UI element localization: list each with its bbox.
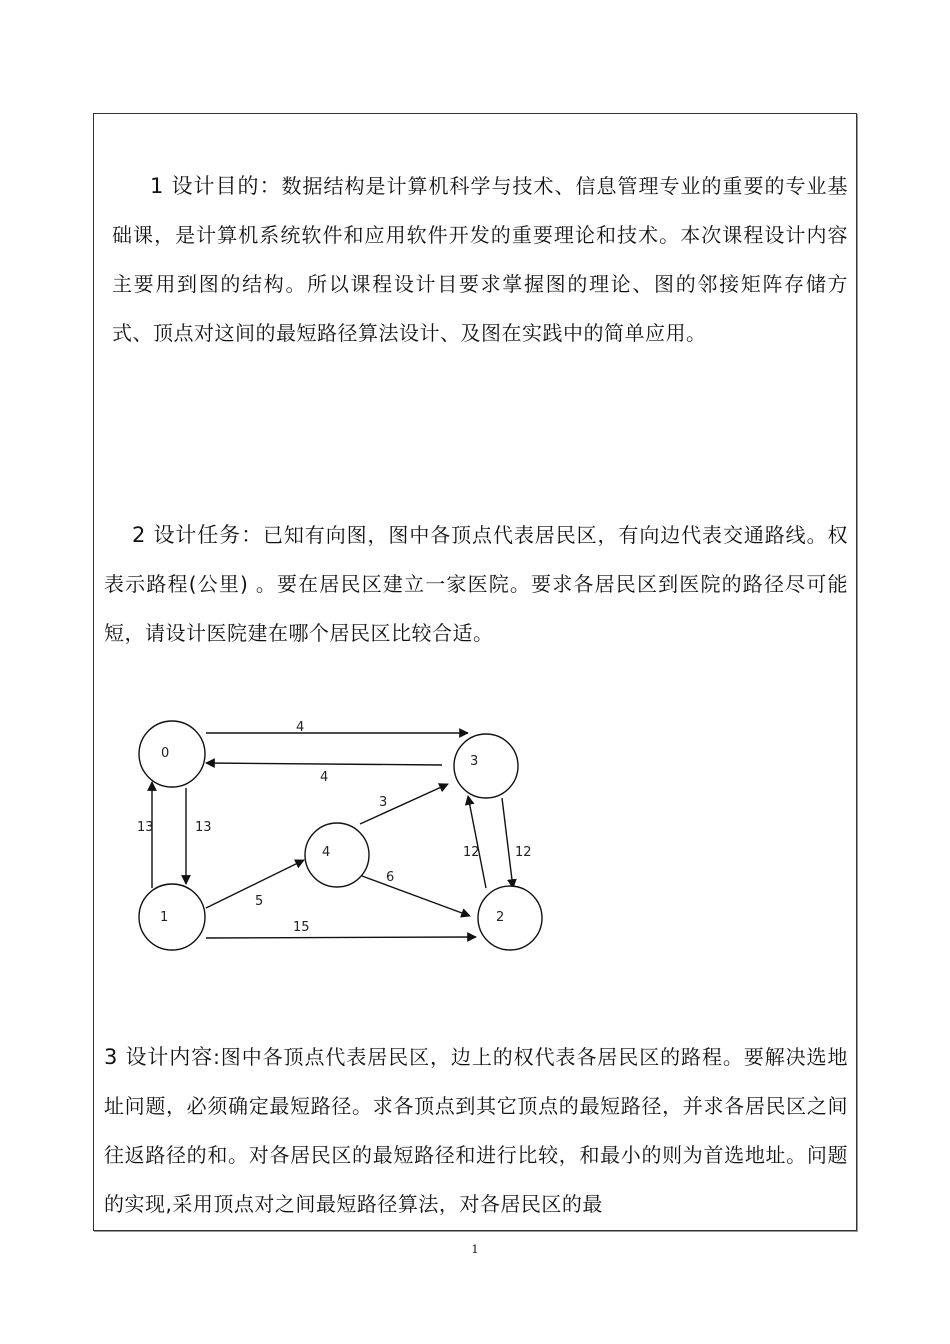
node-label-0: 0: [161, 746, 170, 761]
edge-weight-4-2: 6: [386, 870, 395, 885]
section-content-body: :图中各顶点代表居民区，边上的权代表各居民区的路程。要解决选地址问题，必须确定最短路径。求各顶点到其它顶点的最短路径，并求各居民区之间往返路径的和。对各居民区的最短路径和进行比较，和最小的则为首选地址。问题的实现,采用顶点对之间最短路径算法，对各居民区的最: [104, 1045, 848, 1216]
edge-weight-3-0: 4: [320, 770, 329, 785]
edge-weight-1-4: 5: [255, 894, 264, 909]
section-purpose-body: 数据结构是计算机科学与技术、信息管理专业的重要的专业基础课，是计算机系统软件和应用软件开发的重要理论和技术。本次课程设计内容主要用到图的结构。所以课程设计目要求掌握图的理论、图的邻接矩阵存储方式、顶点对这间的最短路径算法设计、及图在实践中的简单应用。: [112, 174, 848, 345]
edge-weight-3-2: 12: [515, 845, 532, 860]
edge-1-2: [206, 937, 476, 938]
edge-4-3: [360, 784, 448, 824]
section-content: [104, 1033, 848, 1229]
edge-3-0: [206, 763, 442, 765]
edge-weight-1-2: 15: [293, 920, 310, 935]
node-label-2: 2: [496, 910, 505, 925]
edge-weight-0-3: 4: [296, 720, 305, 735]
node-label-1: 1: [160, 910, 169, 925]
section-purpose-heading: 1 设计目的：: [150, 174, 282, 198]
edge-weight-4-3: 3: [379, 795, 388, 810]
section-purpose: [112, 162, 848, 358]
section-task-body: 已知有向图，图中各顶点代表居民区，有向边代表交通路线。权表示路程(公里) 。要在居民区建立一家医院。要求各居民区到医院的路径尽可能短，请设计医院建在哪个居民区比较合适。: [104, 523, 848, 645]
node-label-3: 3: [470, 754, 479, 769]
edge-4-2: [362, 876, 470, 916]
node-3: [454, 734, 518, 798]
node-1: [139, 884, 205, 950]
node-4: [305, 823, 369, 887]
edge-weight-2-3: 12: [463, 845, 480, 860]
directed-graph-diagram: [118, 708, 558, 968]
edge-weight-1-0: 13: [137, 820, 154, 835]
edge-2-3: [468, 796, 486, 888]
section-content-heading: 3 设计内容: [104, 1045, 214, 1069]
node-0: [139, 721, 205, 787]
section-task-heading: 2 设计任务：: [132, 523, 263, 547]
edge-3-2: [502, 798, 513, 888]
node-label-4: 4: [322, 845, 331, 860]
section-task: [104, 511, 848, 658]
node-2: [478, 886, 542, 950]
edge-weight-0-1: 13: [195, 820, 212, 835]
page-number: 1: [471, 1243, 479, 1256]
